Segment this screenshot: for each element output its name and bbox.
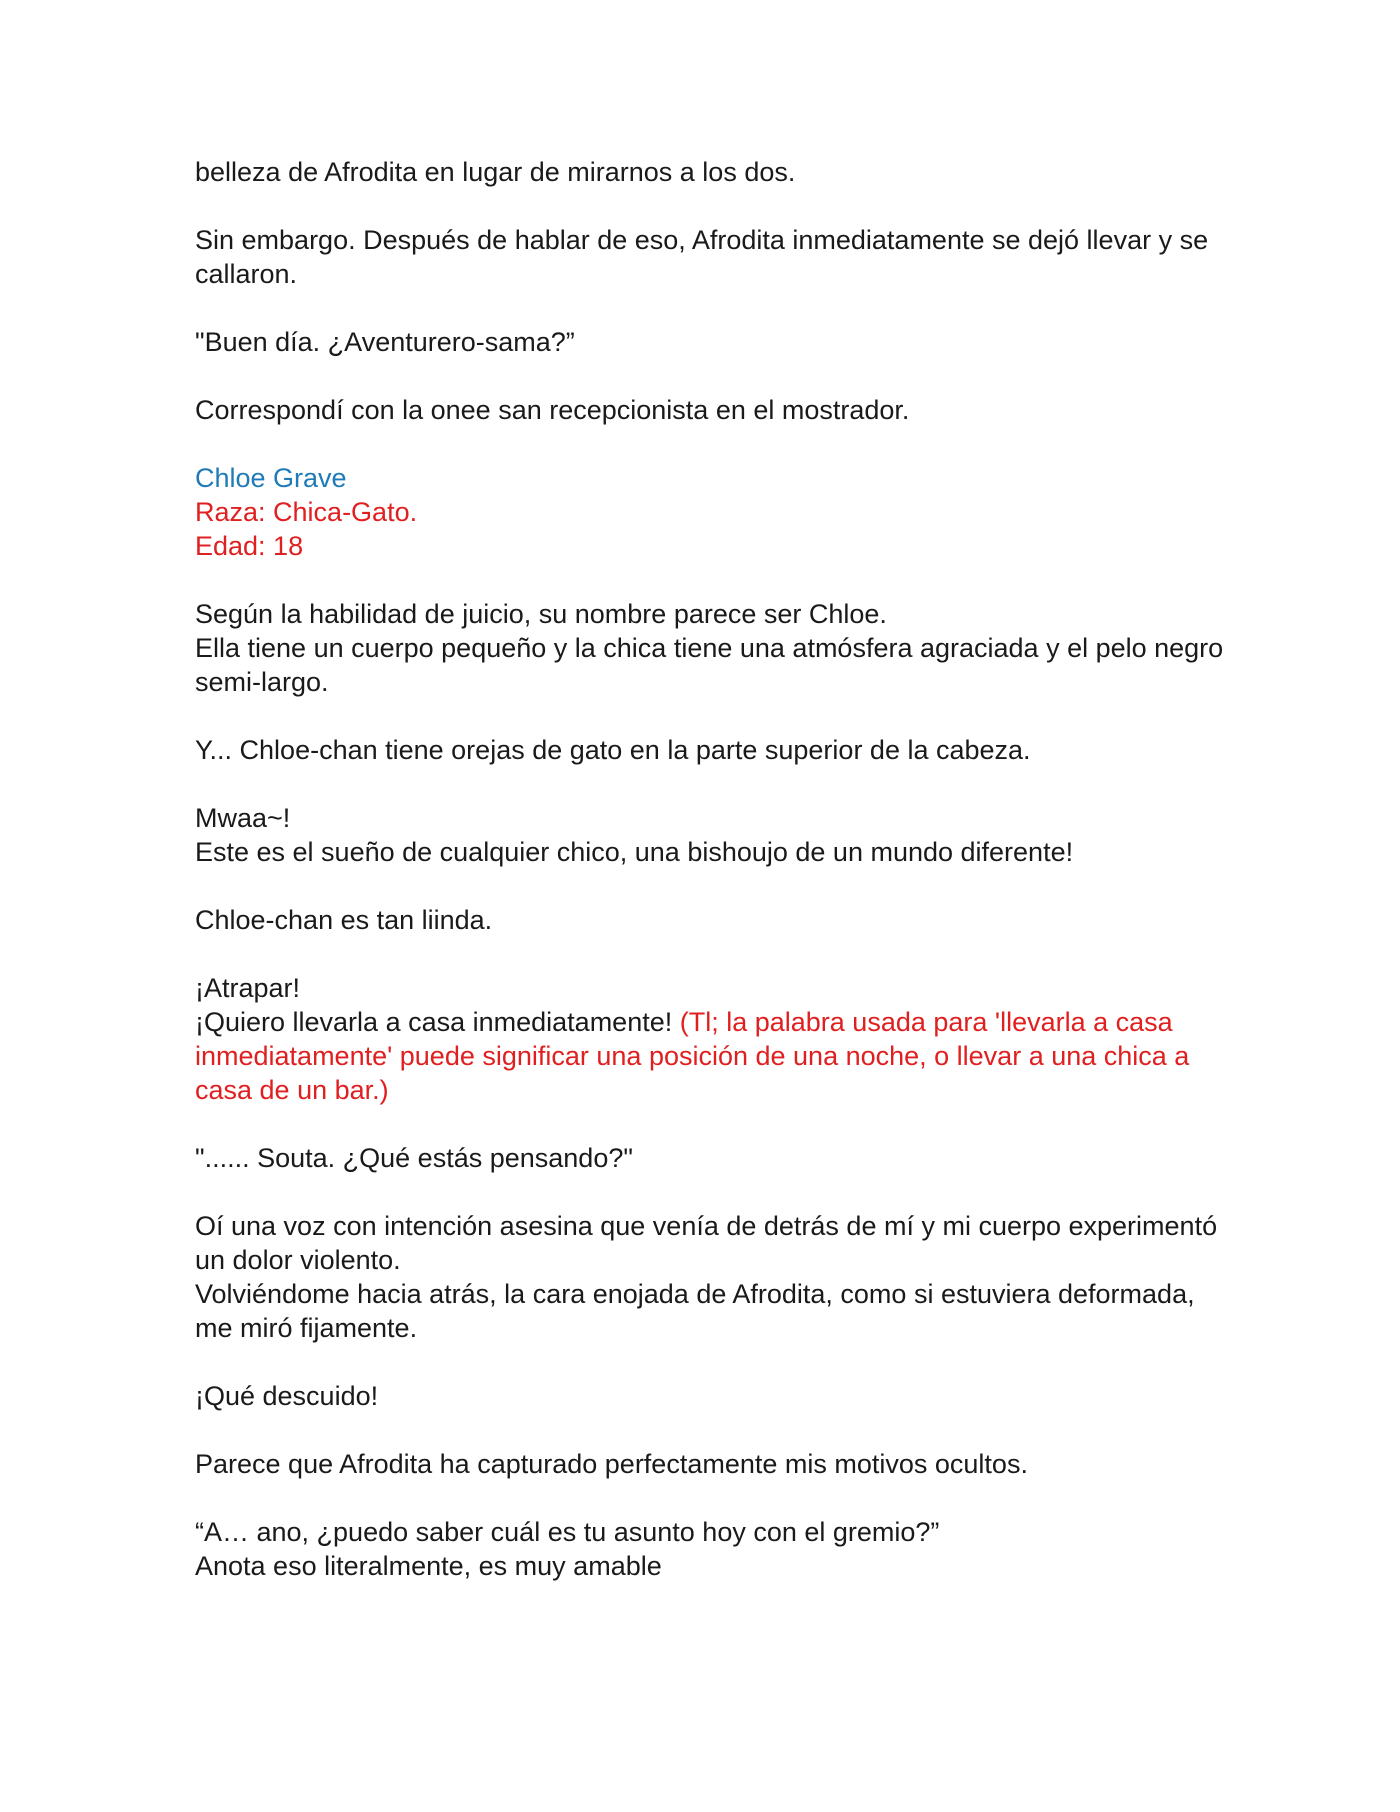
text-line: Anota eso literalmente, es muy amable: [195, 1551, 662, 1581]
text-line: ¡Atrapar!: [195, 973, 301, 1003]
text-line: belleza de Afrodita en lugar de mirarnos a los dos.: [195, 157, 796, 187]
paragraph: [195, 223, 1225, 291]
dialogue-paragraph: [195, 1515, 1225, 1583]
text-line: Oí una voz con intención asesina que venía de detrás de mí y mi cuerpo experimentó un dolor violento.: [195, 1211, 1225, 1275]
text-line: "...... Souta. ¿Qué estás pensando?": [195, 1143, 633, 1173]
text-line: Sin embargo. Después de hablar de eso, Afrodita inmediatamente se dejó llevar y se callaron.: [195, 225, 1216, 289]
status-age: Edad: 18: [195, 531, 304, 561]
translator-note: (Tl; la palabra usada para 'llevarla a casa inmediatamente' puede significar una posición de una noche, o llevar a una chica a casa de un bar.): [195, 1007, 1197, 1105]
text-line: Ella tiene un cuerpo pequeño y la chica tiene una atmósfera agraciada y el pelo negro semi-largo.: [195, 633, 1231, 697]
text-line: Según la habilidad de juicio, su nombre parece ser Chloe.: [195, 599, 887, 629]
paragraph: [195, 733, 1225, 767]
status-race: Raza: Chica-Gato.: [195, 497, 418, 527]
text-segment: ¡Quiero llevarla a casa inmediatamente!: [195, 1007, 680, 1037]
status-block: [195, 461, 1225, 563]
text-line: Este es el sueño de cualquier chico, una bishoujo de un mundo diferente!: [195, 837, 1074, 867]
text-line: “A… ano, ¿puedo saber cuál es tu asunto hoy con el gremio?”: [195, 1517, 940, 1547]
paragraph: [195, 971, 1225, 1107]
dialogue-paragraph: [195, 325, 1225, 359]
document-body: [195, 155, 1231, 1617]
paragraph: [195, 801, 1225, 869]
text-line: Volviéndome hacia atrás, la cara enojada de Afrodita, como si estuviera deformada, me miró fijamente.: [195, 1279, 1203, 1343]
paragraph: [195, 1209, 1225, 1345]
text-line: Correspondí con la onee san recepcionista en el mostrador.: [195, 395, 910, 425]
text-line: Parece que Afrodita ha capturado perfectamente mis motivos ocultos.: [195, 1449, 1028, 1479]
paragraph: [195, 393, 1225, 427]
text-line: ¡Qué descuido!: [195, 1381, 379, 1411]
paragraph: [195, 597, 1231, 699]
paragraph: [195, 1447, 1225, 1481]
status-name: Chloe Grave: [195, 463, 347, 493]
text-line: [195, 1005, 1225, 1107]
text-line: Mwaa~!: [195, 803, 291, 833]
paragraph: [195, 1379, 1225, 1413]
text-line: Y... Chloe-chan tiene orejas de gato en la parte superior de la cabeza.: [195, 735, 1031, 765]
paragraph: [195, 155, 1225, 189]
text-line: Chloe-chan es tan liinda.: [195, 905, 493, 935]
paragraph: [195, 903, 1225, 937]
dialogue-paragraph: [195, 1141, 1225, 1175]
text-line: "Buen día. ¿Aventurero-sama?”: [195, 327, 575, 357]
